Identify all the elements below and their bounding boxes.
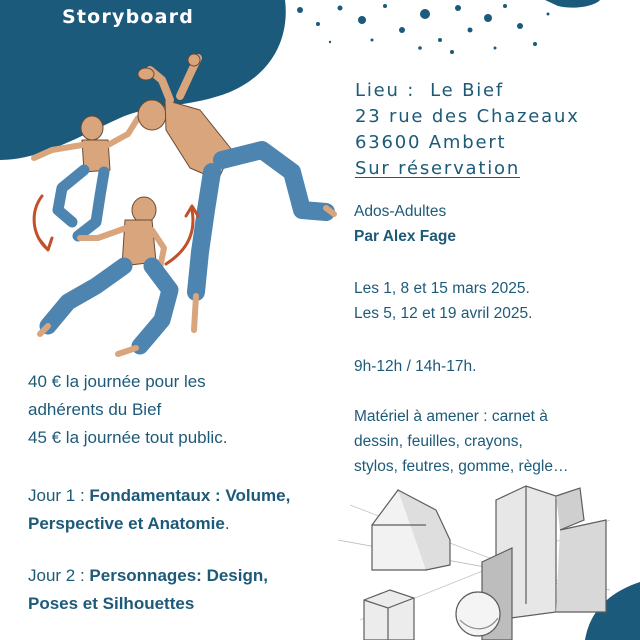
day2-title-1: Personnages: Design,: [89, 566, 268, 585]
day1-title-1: Fondamentaux : Volume,: [89, 486, 291, 505]
city-address: 63600 Ambert: [355, 132, 507, 153]
materials-line-2: dessin, feuilles, crayons,: [354, 433, 523, 450]
hours-block: [354, 354, 636, 379]
audience-block: [354, 199, 636, 249]
lieu-label: Lieu :: [355, 80, 416, 101]
dates-march: Les 1, 8 et 15 mars 2025.: [354, 280, 530, 297]
day1-line-2: [28, 510, 348, 538]
audience-label: Ados-Adultes: [354, 203, 447, 220]
day1-suffix: .: [224, 514, 230, 533]
materials-block: [354, 404, 636, 479]
materials-line-1: Matériel à amener : carnet à: [354, 408, 548, 425]
sphere-shape: [456, 592, 500, 636]
day2-block: [28, 562, 348, 618]
tall-block-shape: [482, 486, 606, 640]
day1-line-1: [28, 482, 348, 510]
street-address: 23 rue des Chazeaux: [355, 106, 580, 127]
pricing-block: [28, 368, 348, 452]
location-line: [355, 78, 580, 104]
location-block: [355, 78, 580, 182]
hours-text: 9h-12h / 14h-17h.: [354, 358, 477, 375]
day2-line-1: [28, 562, 348, 590]
pricing-line-3: 45 € la journée tout public.: [28, 428, 228, 447]
day1-block: [28, 482, 348, 538]
reservation-link[interactable]: Sur réservation: [355, 158, 521, 179]
instructor-name: Par Alex Fage: [354, 228, 456, 245]
day2-title-2: Poses et Silhouettes: [28, 594, 195, 613]
lieu-name: Le Bief: [430, 80, 505, 101]
day1-prefix: Jour 1 :: [28, 486, 90, 505]
pricing-line-2: adhérents du Bief: [28, 400, 162, 419]
page-title: Storyboard: [62, 6, 195, 28]
small-cube-shape: [364, 590, 414, 640]
day2-line-2: [28, 590, 348, 618]
pricing-line-1: 40 € la journée pour les: [28, 372, 206, 391]
dates-april: Les 5, 12 et 19 avril 2025.: [354, 305, 533, 322]
day1-title-2: Perspective et Anatomie: [28, 514, 225, 533]
prism-house-shape: [372, 490, 450, 570]
day2-prefix: Jour 2 :: [28, 566, 90, 585]
materials-line-3: stylos, feutres, gomme, règle…: [354, 458, 569, 475]
dates-block: [354, 276, 636, 326]
